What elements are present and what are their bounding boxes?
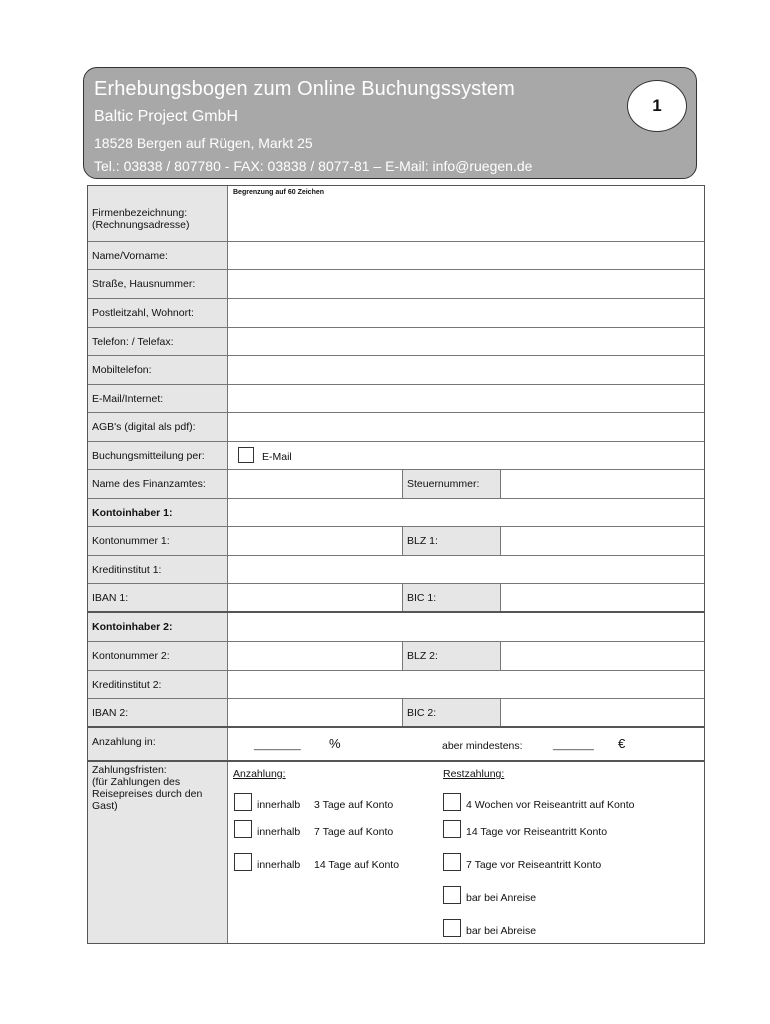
balance-option-1-label: 4 Wochen vor Reiseantritt auf Konto <box>466 799 635 811</box>
company-address: 18528 Bergen auf Rügen, Markt 25 <box>94 135 313 151</box>
balance-heading: Restzahlung: <box>443 768 505 780</box>
balance-option-3-checkbox[interactable] <box>443 853 461 871</box>
account1-field[interactable] <box>229 527 402 555</box>
blz1-field[interactable] <box>501 527 704 555</box>
bank2-field[interactable] <box>229 671 704 698</box>
bic1-label: BIC 1: <box>402 584 501 611</box>
balance-option-1-checkbox[interactable] <box>443 793 461 811</box>
deposit-option-1-checkbox[interactable] <box>234 793 252 811</box>
firm-hint: Begrenzung auf 60 Zeichen <box>233 189 325 196</box>
row-street <box>88 270 704 299</box>
row-iban1 <box>88 584 704 613</box>
blz2-label: BLZ 2: <box>402 642 501 670</box>
registration-form <box>87 185 705 944</box>
company-name: Baltic Project GmbH <box>94 108 239 125</box>
deposit-option-3-label: 14 Tage auf Konto <box>314 859 400 871</box>
page-number-badge: 1 <box>627 80 687 132</box>
holder2-label: Kontoinhaber 2: <box>88 613 228 641</box>
name-label: Name/Vorname: <box>88 242 228 269</box>
agb-field[interactable] <box>229 413 704 441</box>
phone-field[interactable] <box>229 328 704 355</box>
deposit-min-label: aber mindestens: <box>442 740 523 752</box>
row-deposit <box>88 728 704 762</box>
balance-option-5-checkbox[interactable] <box>443 919 461 937</box>
balance-option-2-label: 14 Tage vor Reiseantritt Konto <box>466 826 608 838</box>
row-mobile <box>88 356 704 385</box>
form-header <box>83 67 697 179</box>
euro-sign: € <box>618 736 626 751</box>
account2-field[interactable] <box>229 642 402 670</box>
iban2-field[interactable] <box>229 699 402 726</box>
account1-label: Kontonummer 1: <box>88 527 228 555</box>
company-contact: Tel.: 03838 / 807780 - FAX: 03838 / 8077-81 – E-Mail: info@ruegen.de <box>94 158 533 174</box>
balance-option-4-checkbox[interactable] <box>443 886 461 904</box>
bic2-label: BIC 2: <box>402 699 501 726</box>
balance-option-5-label: bar bei Abreise <box>466 925 537 937</box>
balance-option-2-checkbox[interactable] <box>443 820 461 838</box>
deposit-option-2-within: innerhalb <box>257 826 301 838</box>
row-phone <box>88 328 704 356</box>
tax-number-label: Steuernummer: <box>402 470 501 498</box>
deposit-heading: Anzahlung: <box>233 768 286 780</box>
deposit-label: Anzahlung in: <box>88 728 228 760</box>
firm-label: Firmenbezeichnung: (Rechnungsadresse) <box>88 186 228 241</box>
notice-label: Buchungsmitteilung per: <box>88 442 228 469</box>
row-bank2 <box>88 671 704 699</box>
row-bank1 <box>88 556 704 584</box>
agb-label: AGB's (digital als pdf): <box>88 413 228 441</box>
bic2-field[interactable] <box>501 699 704 726</box>
row-agb <box>88 413 704 442</box>
deposit-option-3-checkbox[interactable] <box>234 853 252 871</box>
row-account2 <box>88 642 704 671</box>
terms-label: Zahlungsfristen: (für Zahlungen des Reisepreises durch den Gast) <box>88 762 228 943</box>
row-postal <box>88 299 704 328</box>
postal-field[interactable] <box>229 299 704 327</box>
street-field[interactable] <box>229 270 704 298</box>
balance-option-3-label: 7 Tage vor Reiseantritt Konto <box>466 859 602 871</box>
account2-label: Kontonummer 2: <box>88 642 228 670</box>
tax-office-label: Name des Finanzamtes: <box>88 470 228 498</box>
email-label: E-Mail/Internet: <box>88 385 228 412</box>
balance-option-4-label: bar bei Anreise <box>466 892 537 904</box>
bank1-field[interactable] <box>229 556 704 583</box>
row-email <box>88 385 704 413</box>
bank2-label: Kreditinstitut 2: <box>88 671 228 698</box>
deposit-option-2-checkbox[interactable] <box>234 820 252 838</box>
email-notice-option: E-Mail <box>262 451 292 463</box>
bank1-label: Kreditinstitut 1: <box>88 556 228 583</box>
email-field[interactable] <box>229 385 704 412</box>
row-tax <box>88 470 704 499</box>
name-field[interactable] <box>229 242 704 269</box>
mobile-label: Mobiltelefon: <box>88 356 228 384</box>
tax-number-field[interactable] <box>501 470 704 498</box>
iban1-label: IBAN 1: <box>88 584 228 611</box>
row-firm <box>88 186 704 242</box>
percent-sign: % <box>329 736 341 751</box>
deposit-option-1-label: 3 Tage auf Konto <box>314 799 394 811</box>
row-notice <box>88 442 704 470</box>
deposit-option-2-label: 7 Tage auf Konto <box>314 826 394 838</box>
phone-label: Telefon: / Telefax: <box>88 328 228 355</box>
deposit-option-1-within: innerhalb <box>257 799 301 811</box>
deposit-option-3-within: innerhalb <box>257 859 301 871</box>
holder1-label: Kontoinhaber 1: <box>88 499 228 526</box>
deposit-percent-blank[interactable]: ________ <box>254 739 301 751</box>
row-payment-terms <box>88 762 704 943</box>
postal-label: Postleitzahl, Wohnort: <box>88 299 228 327</box>
row-account1 <box>88 527 704 556</box>
blz2-field[interactable] <box>501 642 704 670</box>
row-holder2 <box>88 613 704 642</box>
street-label: Straße, Hausnummer: <box>88 270 228 298</box>
holder1-field[interactable] <box>229 499 704 526</box>
iban2-label: IBAN 2: <box>88 699 228 726</box>
bic1-field[interactable] <box>501 584 704 611</box>
email-notice-checkbox[interactable] <box>238 447 254 463</box>
tax-office-field[interactable] <box>229 470 402 498</box>
row-name <box>88 242 704 270</box>
mobile-field[interactable] <box>229 356 704 384</box>
holder2-field[interactable] <box>229 613 704 641</box>
firm-field[interactable] <box>229 186 704 241</box>
form-title: Erhebungsbogen zum Online Buchungssystem <box>94 78 515 100</box>
row-iban2 <box>88 699 704 728</box>
blz1-label: BLZ 1: <box>402 527 501 555</box>
deposit-min-blank[interactable]: _______ <box>553 739 594 751</box>
iban1-field[interactable] <box>229 584 402 611</box>
row-holder1 <box>88 499 704 527</box>
